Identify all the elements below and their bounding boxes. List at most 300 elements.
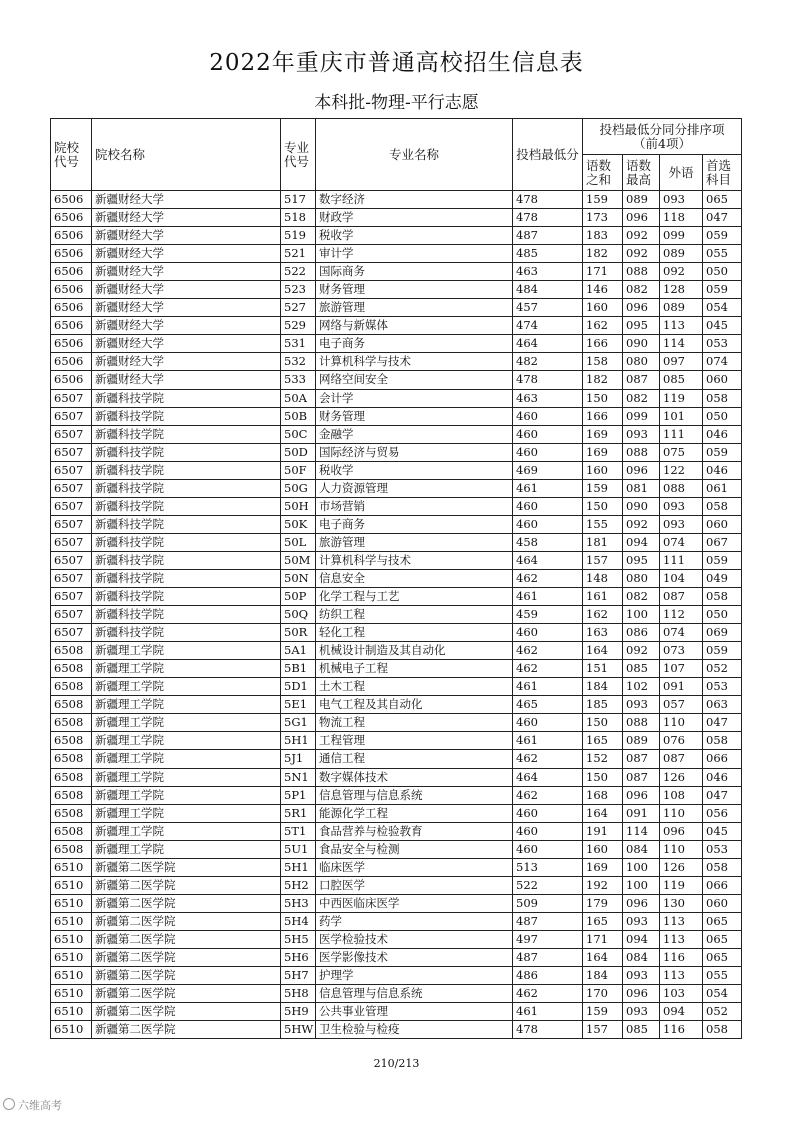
cell-major-code: 50Q [281,606,316,624]
cell-min-score: 457 [513,299,583,317]
cell-chinese-math-sum: 152 [583,750,623,768]
cell-chinese-math-sum: 184 [583,678,623,696]
cell-major-name: 税收学 [316,227,513,245]
cell-min-score: 462 [513,660,583,678]
cell-school-name: 新疆科技学院 [92,461,281,479]
cell-english: 116 [660,1021,703,1039]
cell-english: 113 [660,317,703,335]
cell-school-name: 新疆理工学院 [92,804,281,822]
cell-preferred-subject: 049 [703,569,742,587]
cell-preferred-subject: 058 [703,588,742,606]
table-row [51,948,742,966]
cell-chinese-math-sum: 165 [583,732,623,750]
cell-major-name: 中西医临床医学 [316,894,513,912]
cell-major-name: 金融学 [316,425,513,443]
cell-school-name: 新疆财经大学 [92,245,281,263]
table-body [51,191,742,1039]
table-row [51,678,742,696]
header-school-name: 院校名称 [92,119,281,191]
cell-preferred-subject: 053 [703,335,742,353]
cell-major-code: 5H8 [281,985,316,1003]
cell-preferred-subject: 054 [703,985,742,1003]
cell-school-name: 新疆财经大学 [92,281,281,299]
table-row [51,497,742,515]
cell-min-score: 462 [513,642,583,660]
cell-english: 111 [660,425,703,443]
cell-school-code: 6507 [51,461,92,479]
cell-english: 104 [660,569,703,587]
cell-school-name: 新疆财经大学 [92,353,281,371]
cell-school-code: 6510 [51,858,92,876]
header-preferred-subject: 首选科目 [703,155,742,191]
cell-chinese-math-sum: 181 [583,533,623,551]
cell-english: 113 [660,912,703,930]
table-row [51,985,742,1003]
cell-english: 094 [660,1003,703,1021]
cell-major-code: 527 [281,299,316,317]
cell-english: 099 [660,227,703,245]
cell-chinese-math-sum: 159 [583,1003,623,1021]
table-row [51,930,742,948]
cell-preferred-subject: 065 [703,948,742,966]
header-min-score: 投档最低分 [513,119,583,191]
cell-chinese-math-sum: 159 [583,479,623,497]
cell-min-score: 464 [513,551,583,569]
cell-chinese-math-top: 099 [623,407,660,425]
cell-major-code: 5H1 [281,732,316,750]
cell-min-score: 463 [513,389,583,407]
cell-school-name: 新疆第二医学院 [92,967,281,985]
cell-preferred-subject: 055 [703,967,742,985]
cell-major-name: 机械电子工程 [316,660,513,678]
table-row [51,515,742,533]
cell-school-name: 新疆科技学院 [92,551,281,569]
cell-major-name: 信息管理与信息系统 [316,786,513,804]
cell-english: 122 [660,461,703,479]
cell-preferred-subject: 052 [703,1003,742,1021]
cell-english: 111 [660,551,703,569]
table-row [51,569,742,587]
cell-min-score: 487 [513,912,583,930]
table-row [51,353,742,371]
cell-preferred-subject: 053 [703,840,742,858]
table-row [51,967,742,985]
cell-chinese-math-sum: 160 [583,299,623,317]
cell-school-code: 6506 [51,281,92,299]
cell-chinese-math-top: 093 [623,967,660,985]
cell-school-name: 新疆理工学院 [92,822,281,840]
cell-school-code: 6506 [51,245,92,263]
cell-school-name: 新疆理工学院 [92,678,281,696]
cell-major-name: 人力资源管理 [316,479,513,497]
cell-school-code: 6507 [51,443,92,461]
cell-min-score: 487 [513,227,583,245]
cell-chinese-math-top: 095 [623,551,660,569]
cell-preferred-subject: 066 [703,750,742,768]
cell-english: 089 [660,299,703,317]
cell-school-code: 6508 [51,696,92,714]
cell-school-code: 6506 [51,353,92,371]
table-row [51,317,742,335]
cell-school-name: 新疆科技学院 [92,389,281,407]
cell-major-code: 521 [281,245,316,263]
cell-school-name: 新疆科技学院 [92,588,281,606]
cell-english: 087 [660,750,703,768]
cell-min-score: 465 [513,696,583,714]
cell-chinese-math-top: 086 [623,624,660,642]
cell-school-name: 新疆理工学院 [92,696,281,714]
cell-school-name: 新疆财经大学 [92,317,281,335]
cell-chinese-math-sum: 164 [583,642,623,660]
cell-english: 088 [660,479,703,497]
cell-chinese-math-top: 096 [623,299,660,317]
cell-min-score: 460 [513,515,583,533]
cell-major-code: 50C [281,425,316,443]
table-row [51,191,742,209]
cell-min-score: 461 [513,479,583,497]
cell-school-name: 新疆财经大学 [92,371,281,389]
cell-preferred-subject: 058 [703,858,742,876]
cell-min-score: 462 [513,750,583,768]
cell-major-code: 5H4 [281,912,316,930]
cell-major-code: 5D1 [281,678,316,696]
cell-school-code: 6508 [51,732,92,750]
cell-min-score: 463 [513,263,583,281]
table-row [51,858,742,876]
cell-english: 096 [660,822,703,840]
cell-chinese-math-top: 090 [623,497,660,515]
cell-school-code: 6507 [51,551,92,569]
cell-major-code: 50M [281,551,316,569]
cell-english: 085 [660,371,703,389]
cell-major-name: 会计学 [316,389,513,407]
cell-chinese-math-top: 080 [623,353,660,371]
cell-major-name: 数字经济 [316,191,513,209]
cell-chinese-math-top: 095 [623,317,660,335]
table-row [51,443,742,461]
cell-preferred-subject: 046 [703,425,742,443]
cell-preferred-subject: 065 [703,930,742,948]
cell-preferred-subject: 059 [703,281,742,299]
cell-english: 093 [660,497,703,515]
cell-major-name: 电子商务 [316,515,513,533]
page-subtitle: 本科批-物理-平行志愿 [314,93,479,113]
cell-school-code: 6507 [51,533,92,551]
cell-major-code: 50B [281,407,316,425]
cell-english: 057 [660,696,703,714]
cell-major-name: 工程管理 [316,732,513,750]
cell-major-name: 通信工程 [316,750,513,768]
cell-chinese-math-top: 096 [623,786,660,804]
cell-school-code: 6510 [51,1003,92,1021]
cell-school-name: 新疆科技学院 [92,624,281,642]
cell-school-name: 新疆第二医学院 [92,912,281,930]
cell-chinese-math-sum: 160 [583,461,623,479]
cell-school-code: 6508 [51,714,92,732]
cell-school-name: 新疆科技学院 [92,407,281,425]
table-row [51,227,742,245]
table-row [51,894,742,912]
cell-chinese-math-top: 088 [623,443,660,461]
cell-school-code: 6507 [51,515,92,533]
cell-min-score: 474 [513,317,583,335]
cell-min-score: 460 [513,804,583,822]
cell-major-code: 517 [281,191,316,209]
cell-school-code: 6508 [51,750,92,768]
cell-school-name: 新疆第二医学院 [92,1003,281,1021]
cell-preferred-subject: 065 [703,191,742,209]
cell-chinese-math-top: 093 [623,425,660,443]
cell-chinese-math-top: 084 [623,948,660,966]
cell-preferred-subject: 059 [703,443,742,461]
cell-chinese-math-sum: 185 [583,696,623,714]
cell-preferred-subject: 050 [703,606,742,624]
cell-preferred-subject: 055 [703,245,742,263]
table-row [51,786,742,804]
cell-chinese-math-sum: 171 [583,930,623,948]
table-row [51,804,742,822]
cell-school-name: 新疆财经大学 [92,191,281,209]
cell-preferred-subject: 050 [703,263,742,281]
cell-major-name: 旅游管理 [316,533,513,551]
cell-major-code: 50H [281,497,316,515]
cell-min-score: 461 [513,732,583,750]
cell-chinese-math-top: 085 [623,660,660,678]
cell-preferred-subject: 045 [703,822,742,840]
table-row [51,479,742,497]
cell-chinese-math-top: 085 [623,1021,660,1039]
cell-major-name: 网络空间安全 [316,371,513,389]
table-row [51,750,742,768]
table-row [51,209,742,227]
cell-school-code: 6508 [51,804,92,822]
admission-table [50,118,742,1039]
cell-preferred-subject: 060 [703,515,742,533]
cell-chinese-math-sum: 159 [583,191,623,209]
cell-chinese-math-sum: 161 [583,588,623,606]
cell-chinese-math-sum: 169 [583,425,623,443]
cell-english: 076 [660,732,703,750]
cell-school-name: 新疆理工学院 [92,768,281,786]
cell-english: 113 [660,967,703,985]
cell-major-code: 5N1 [281,768,316,786]
cell-school-name: 新疆科技学院 [92,425,281,443]
cell-school-code: 6506 [51,299,92,317]
table-row [51,1003,742,1021]
cell-english: 130 [660,894,703,912]
cell-major-code: 5G1 [281,714,316,732]
cell-english: 112 [660,606,703,624]
cell-chinese-math-sum: 173 [583,209,623,227]
cell-chinese-math-sum: 171 [583,263,623,281]
cell-min-score: 478 [513,1021,583,1039]
cell-min-score: 509 [513,894,583,912]
cell-major-code: 5HW [281,1021,316,1039]
cell-chinese-math-sum: 192 [583,876,623,894]
cell-school-name: 新疆第二医学院 [92,858,281,876]
cell-preferred-subject: 058 [703,1021,742,1039]
cell-major-code: 5A1 [281,642,316,660]
cell-major-code: 50K [281,515,316,533]
table-row [51,389,742,407]
cell-min-score: 497 [513,930,583,948]
cell-preferred-subject: 053 [703,678,742,696]
cell-school-name: 新疆理工学院 [92,840,281,858]
cell-min-score: 484 [513,281,583,299]
cell-major-code: 50P [281,588,316,606]
cell-preferred-subject: 047 [703,209,742,227]
cell-english: 093 [660,191,703,209]
table-row [51,425,742,443]
cell-school-name: 新疆科技学院 [92,569,281,587]
cell-chinese-math-top: 089 [623,732,660,750]
cell-school-name: 新疆第二医学院 [92,930,281,948]
cell-major-name: 计算机科学与技术 [316,551,513,569]
cell-major-code: 5P1 [281,786,316,804]
table-row [51,263,742,281]
cell-school-code: 6508 [51,768,92,786]
cell-school-name: 新疆理工学院 [92,660,281,678]
header-major-name: 专业名称 [316,119,513,191]
table-row [51,588,742,606]
cell-major-name: 电子商务 [316,335,513,353]
table-row [51,768,742,786]
cell-preferred-subject: 069 [703,624,742,642]
cell-major-code: 5E1 [281,696,316,714]
cell-school-name: 新疆第二医学院 [92,985,281,1003]
table-row [51,533,742,551]
cell-major-code: 533 [281,371,316,389]
cell-school-code: 6507 [51,606,92,624]
cell-min-score: 486 [513,967,583,985]
cell-english: 092 [660,263,703,281]
cell-chinese-math-sum: 168 [583,786,623,804]
table-row [51,407,742,425]
cell-preferred-subject: 047 [703,786,742,804]
cell-preferred-subject: 046 [703,768,742,786]
cell-major-name: 审计学 [316,245,513,263]
cell-chinese-math-sum: 151 [583,660,623,678]
cell-major-name: 电气工程及其自动化 [316,696,513,714]
cell-min-score: 482 [513,353,583,371]
header-chinese-math-sum: 语数之和 [583,155,623,191]
cell-min-score: 478 [513,209,583,227]
cell-school-code: 6507 [51,497,92,515]
cell-major-name: 旅游管理 [316,299,513,317]
cell-school-code: 6506 [51,191,92,209]
table-row [51,281,742,299]
header-chinese-math-top: 语数最高 [623,155,660,191]
cell-school-name: 新疆财经大学 [92,263,281,281]
cell-preferred-subject: 061 [703,479,742,497]
cell-chinese-math-sum: 157 [583,1021,623,1039]
cell-school-name: 新疆理工学院 [92,786,281,804]
cell-english: 101 [660,407,703,425]
cell-english: 087 [660,588,703,606]
cell-min-score: 461 [513,588,583,606]
cell-major-code: 5H1 [281,858,316,876]
header-english: 外语 [660,155,703,191]
cell-major-code: 5H6 [281,948,316,966]
cell-english: 113 [660,930,703,948]
cell-chinese-math-sum: 150 [583,714,623,732]
cell-school-name: 新疆理工学院 [92,750,281,768]
cell-english: 110 [660,840,703,858]
cell-major-name: 数字媒体技术 [316,768,513,786]
cell-english: 075 [660,443,703,461]
cell-chinese-math-sum: 162 [583,606,623,624]
cell-school-code: 6510 [51,894,92,912]
cell-chinese-math-sum: 158 [583,353,623,371]
cell-school-code: 6507 [51,569,92,587]
cell-school-name: 新疆财经大学 [92,299,281,317]
cell-preferred-subject: 050 [703,407,742,425]
cell-major-name: 国际经济与贸易 [316,443,513,461]
table-row [51,461,742,479]
cell-chinese-math-sum: 166 [583,335,623,353]
cell-chinese-math-sum: 179 [583,894,623,912]
cell-major-code: 50G [281,479,316,497]
table-row [51,642,742,660]
table-row [51,912,742,930]
cell-preferred-subject: 054 [703,299,742,317]
cell-min-score: 460 [513,624,583,642]
cell-english: 119 [660,389,703,407]
cell-chinese-math-top: 082 [623,588,660,606]
cell-chinese-math-top: 092 [623,245,660,263]
cell-english: 116 [660,948,703,966]
cell-major-code: 50D [281,443,316,461]
cell-school-code: 6507 [51,389,92,407]
cell-major-name: 国际商务 [316,263,513,281]
cell-english: 073 [660,642,703,660]
cell-english: 074 [660,624,703,642]
cell-school-code: 6510 [51,985,92,1003]
cell-chinese-math-sum: 155 [583,515,623,533]
cell-school-code: 6506 [51,227,92,245]
cell-preferred-subject: 067 [703,533,742,551]
cell-chinese-math-sum: 150 [583,389,623,407]
cell-english: 110 [660,804,703,822]
table-row [51,732,742,750]
cell-major-code: 5H3 [281,894,316,912]
cell-preferred-subject: 066 [703,876,742,894]
header-tie-group-title: 投档最低分同分排序项 [599,121,725,137]
cell-major-name: 网络与新媒体 [316,317,513,335]
watermark [3,1097,62,1113]
cell-major-name: 财务管理 [316,281,513,299]
cell-school-code: 6507 [51,407,92,425]
cell-major-code: 5H5 [281,930,316,948]
cell-major-code: 5U1 [281,840,316,858]
cell-preferred-subject: 060 [703,894,742,912]
cell-major-name: 药学 [316,912,513,930]
cell-chinese-math-top: 087 [623,750,660,768]
cell-major-name: 食品营养与检验教育 [316,822,513,840]
cell-english: 108 [660,786,703,804]
table-row [51,660,742,678]
cell-min-score: 469 [513,461,583,479]
cell-chinese-math-sum: 182 [583,245,623,263]
cell-major-code: 50R [281,624,316,642]
cell-school-code: 6510 [51,912,92,930]
cell-min-score: 478 [513,191,583,209]
cell-english: 128 [660,281,703,299]
cell-school-code: 6508 [51,786,92,804]
cell-school-name: 新疆财经大学 [92,227,281,245]
table-row [51,822,742,840]
cell-min-score: 478 [513,371,583,389]
